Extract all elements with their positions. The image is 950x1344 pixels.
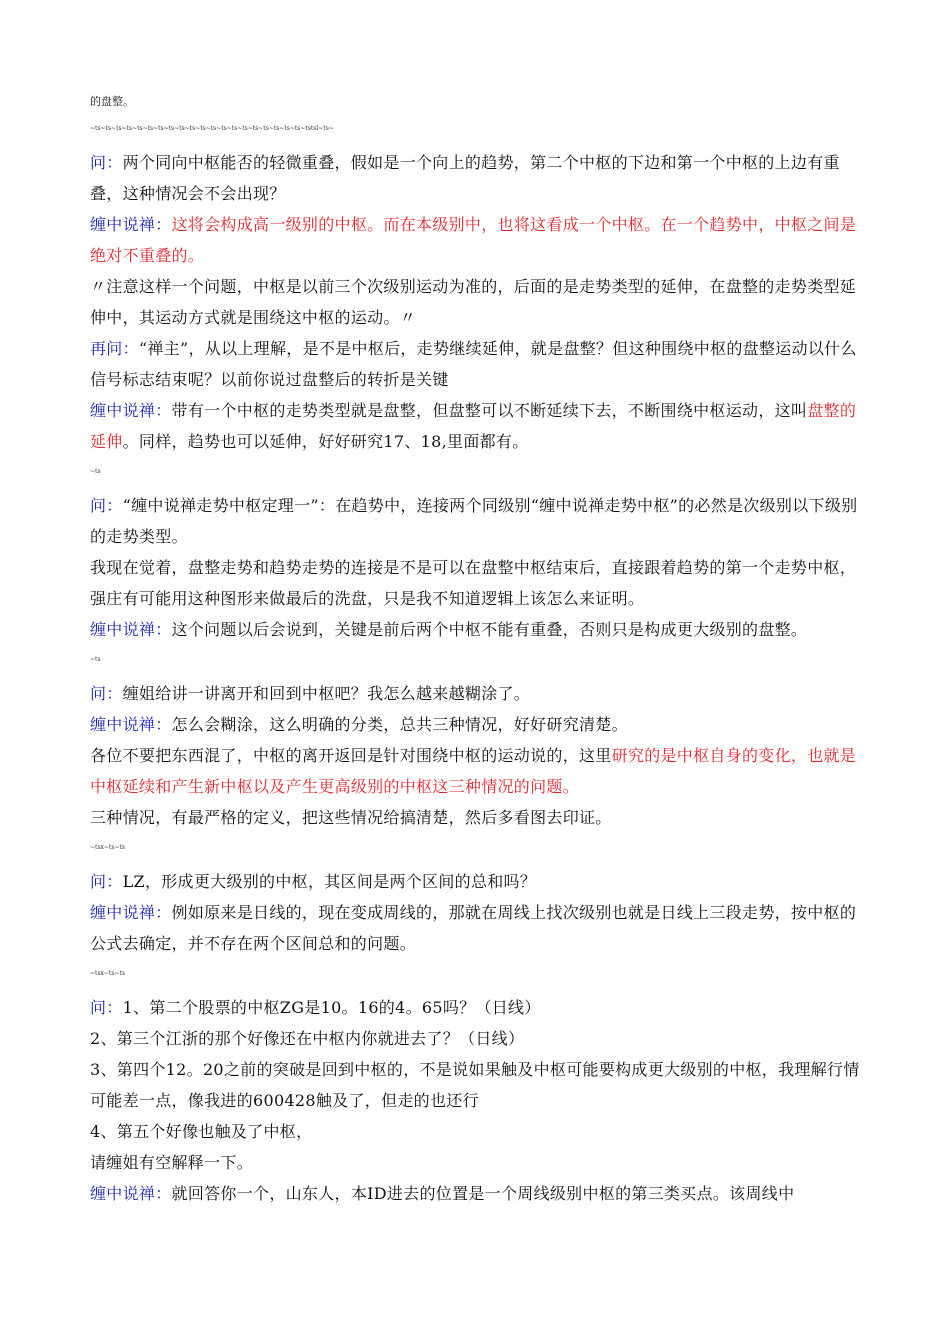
answer-highlight: 研究的是中枢自身的变化，也就是中枢延续和产生新中枢以及产生更高级别的中枢这三种情况的问题。 (90, 746, 857, 796)
question-text: 1、第二个股票的中枢ZG是10。16的4。65吗？（日线） (122, 998, 541, 1017)
answer-text: 就回答你一个，山东人，本ID进去的位置是一个周线级别中枢的第三类买点。该周线中 (171, 1184, 795, 1203)
question-paragraph (90, 678, 865, 709)
question-paragraph (90, 866, 865, 897)
question-label: 问： (90, 153, 123, 172)
question-label: 问： (90, 872, 123, 891)
question-line: 2、第三个江浙的那个好像还在中枢内你就进去了？（日线） (90, 1029, 525, 1048)
answer-label: 缠中说禅： (90, 903, 172, 922)
question-text: “缠中说禅走势中枢定理一”：在趋势中，连接两个同级别“缠中说禅走势中枢”的必然是次级别以下级别的走势类型。 (90, 496, 858, 546)
answer-highlight: 盘整的延伸 (90, 401, 857, 451)
question-text: LZ，形成更大级别的中枢，其区间是两个区间的总和吗？ (122, 872, 537, 891)
question-text: 两个同向中枢能否的轻微重叠，假如是一个向上的趋势，第二个中枢的下边和第一个中枢的上边有重叠，这种情况会不会出现？ (90, 153, 840, 203)
question-line: 请缠姐有空解释一下。 (90, 1153, 254, 1172)
question-label: 问： (90, 684, 123, 703)
answer-text: 怎么会糊涂，这么明确的分类，总共三种情况，好好研究清楚。 (171, 715, 628, 734)
separator: ~tsx~ts~ts (90, 970, 125, 977)
answer-continuation (90, 740, 865, 802)
answer-text: 这个问题以后会说到，关键是前后两个中枢不能有重叠，否则只是构成更大级别的盘整。 (171, 620, 808, 639)
separator: ~tsx~ts~ts (90, 844, 125, 851)
question-label: 问： (90, 496, 123, 515)
answer-paragraph (90, 395, 865, 457)
answer-text: 各位不要把东西混了，中枢的离开返回是针对围绕中枢的运动说的，这里 (90, 746, 612, 765)
question-continuation: 我现在觉着，盘整走势和趋势走势的连接是不是可以在盘整中枢结束后，直接跟着趋势的第一个走势中枢，强庄有可能用这种图形来做最后的洗盘，只是我不知道逻辑上该怎么来证明。 (90, 558, 857, 608)
answer-label: 缠中说禅： (90, 215, 172, 234)
answer-label: 缠中说禅： (90, 620, 172, 639)
question-text: 缠姐给讲一讲离开和回到中枢吧？我怎么越来越糊涂了。 (122, 684, 531, 703)
answer-label: 缠中说禅： (90, 1184, 172, 1203)
followup-question (90, 333, 865, 395)
followup-label: 再问： (90, 339, 139, 358)
answer-paragraph (90, 709, 865, 740)
answer-paragraph (90, 897, 865, 959)
question-line: 4、第五个好像也触及了中枢， (90, 1122, 313, 1141)
quote-paragraph: 〃注意这样一个问题，中枢是以前三个次级别运动为准的，后面的是走势类型的延伸，在盘整的走势类型延伸中，其运动方式就是围绕这中枢的运动。〃 (90, 277, 857, 327)
question-paragraph (90, 147, 865, 209)
answer-paragraph (90, 1178, 865, 1209)
answer-continuation: 三种情况，有最严格的定义，把这些情况给搞清楚，然后多看图去印证。 (90, 808, 612, 827)
document-page (90, 92, 865, 1209)
separator: ~ts (90, 656, 101, 663)
continuation-text: 的盘整。 (90, 95, 134, 108)
answer-highlight: 这将会构成高一级别的中枢。而在本级别中，也将这看成一个中枢。在一个趋势中，中枢之间是绝对不重叠的。 (90, 215, 857, 265)
answer-label: 缠中说禅： (90, 401, 172, 420)
question-label: 问： (90, 998, 123, 1017)
separator: ~ts~ts~ts~ts~ts~ts~ts~ts~ts~ts~ts~ts~ts~ts~ts~ts~ts~ts~ts~ts~tstsl~ts~ (90, 125, 334, 132)
answer-paragraph (90, 614, 865, 645)
separator: ~ts (90, 468, 101, 475)
question-paragraph (90, 992, 865, 1023)
answer-text: 例如原来是日线的，现在变成周线的，那就在周线上找次级别也就是日线上三段走势，按中枢的公式去确定，并不存在两个区间总和的问题。 (90, 903, 857, 953)
question-line: 3、第四个12。20之前的突破是回到中枢的，不是说如果触及中枢可能要构成更大级别的中枢，我理解行情可能差一点，像我进的600428触及了，但走的也还行 (90, 1060, 860, 1110)
followup-text: “禅主”，从以上理解，是不是中枢后，走势继续延伸，就是盘整？但这种围绕中枢的盘整运动以什么信号标志结束呢？以前你说过盘整后的转折是关键 (90, 339, 857, 389)
answer-text: 。同样，趋势也可以延伸，好好研究17、18,里面都有。 (122, 432, 529, 451)
answer-label: 缠中说禅： (90, 715, 172, 734)
question-paragraph (90, 490, 865, 552)
answer-text: 带有一个中枢的走势类型就是盘整，但盘整可以不断延续下去，不断围绕中枢运动，这叫 (171, 401, 808, 420)
answer-paragraph (90, 209, 865, 271)
